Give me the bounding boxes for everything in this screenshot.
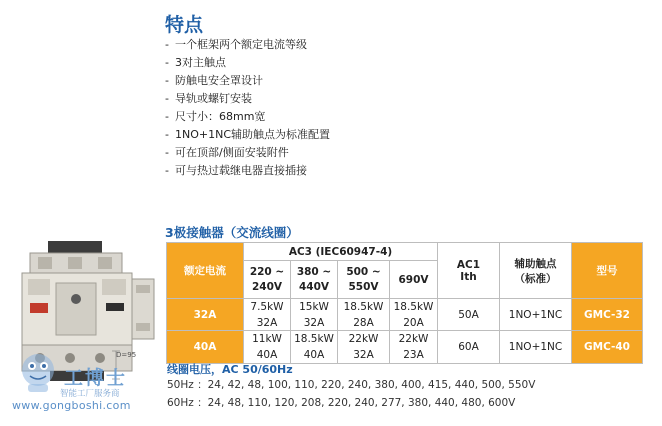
watermark-brand: 工博士 [64, 367, 128, 389]
table-row [167, 299, 643, 316]
cell-aux: 1NO+1NC [500, 299, 572, 331]
cell-amps: 32A [338, 348, 390, 364]
header-voltage: 380 ~ 440V [291, 261, 338, 299]
spec-table [166, 242, 643, 364]
coil-voltage-60hz: 60Hz ：24, 48, 110, 120, 208, 220, 240, 277, 380, 440, 480, 600V [167, 397, 516, 409]
features-list [165, 39, 330, 183]
cell-amps: 40A [291, 348, 338, 364]
watermark-url: www.gongboshi.com [12, 399, 131, 412]
cell-kw: 15kW [291, 299, 338, 316]
header-rated-current: 额定电流 [167, 243, 244, 299]
table-row [167, 331, 643, 348]
watermark-sub: 智能工厂服务商 [60, 389, 120, 399]
table-title: 3极接触器（交流线圈） [165, 225, 299, 240]
cell-kw: 11kW [244, 331, 291, 348]
cell-amps: 23A [390, 348, 438, 364]
coil-voltage-50hz: 50Hz ：24, 42, 48, 100, 110, 220, 240, 380, 400, 415, 440, 500, 550V [167, 379, 536, 391]
cell-amps: 20A [390, 316, 438, 331]
header-aux [500, 243, 572, 299]
cell-kw: 7.5kW [244, 299, 291, 316]
feature-item: - 尺寸小：68mm宽 [165, 110, 266, 123]
cell-kw: 22kW [338, 331, 390, 348]
cell-amps: 32A [244, 316, 291, 331]
cell-kw: 18.5kW [291, 331, 338, 348]
cell-amps: 32A [291, 316, 338, 331]
cell-model: GMC-40 [572, 331, 643, 364]
feature-item: - 1NO+1NC辅助触点为标准配置 [165, 128, 331, 141]
feature-item: - 可在顶部/侧面安装附件 [165, 146, 289, 159]
cell-aux: 1NO+1NC [500, 331, 572, 364]
feature-item: - 导轨或螺钉安装 [165, 92, 252, 105]
features-title: 特点 [165, 14, 204, 36]
header-ac3: AC3 (IEC60947-4) [244, 243, 438, 261]
row-current: 32A [167, 299, 244, 331]
coil-voltage-title: 线圈电压，AC 50/60Hz [167, 363, 293, 376]
dimension-label: D=95 [116, 351, 137, 359]
cell-kw: 22kW [390, 331, 438, 348]
cell-ac1: 50A [438, 299, 500, 331]
header-ac1 [438, 243, 500, 299]
feature-item: - 3对主触点 [165, 56, 226, 69]
cell-kw: 18.5kW [390, 299, 438, 316]
cell-ac1: 60A [438, 331, 500, 364]
cell-model: GMC-32 [572, 299, 643, 331]
cell-amps: 28A [338, 316, 390, 331]
header-voltage: 220 ~ 240V [244, 261, 291, 299]
feature-item: - 防触电安全罩设计 [165, 74, 263, 87]
header-ac1-sub: Ith [460, 270, 477, 283]
header-aux-label: 辅助触点 [514, 257, 557, 270]
cell-amps: 40A [244, 348, 291, 364]
cell-kw: 18.5kW [338, 299, 390, 316]
header-voltage: 690V [390, 261, 438, 299]
header-voltage: 500 ~ 550V [338, 261, 390, 299]
row-current: 40A [167, 331, 244, 364]
feature-item: - 一个框架两个额定电流等级 [165, 38, 307, 51]
header-model: 型号 [572, 243, 643, 299]
header-ac1-label: AC1 [456, 258, 481, 271]
header-aux-sub: （标准） [514, 272, 557, 285]
feature-item: - 可与热过载继电器直接插接 [165, 164, 307, 177]
